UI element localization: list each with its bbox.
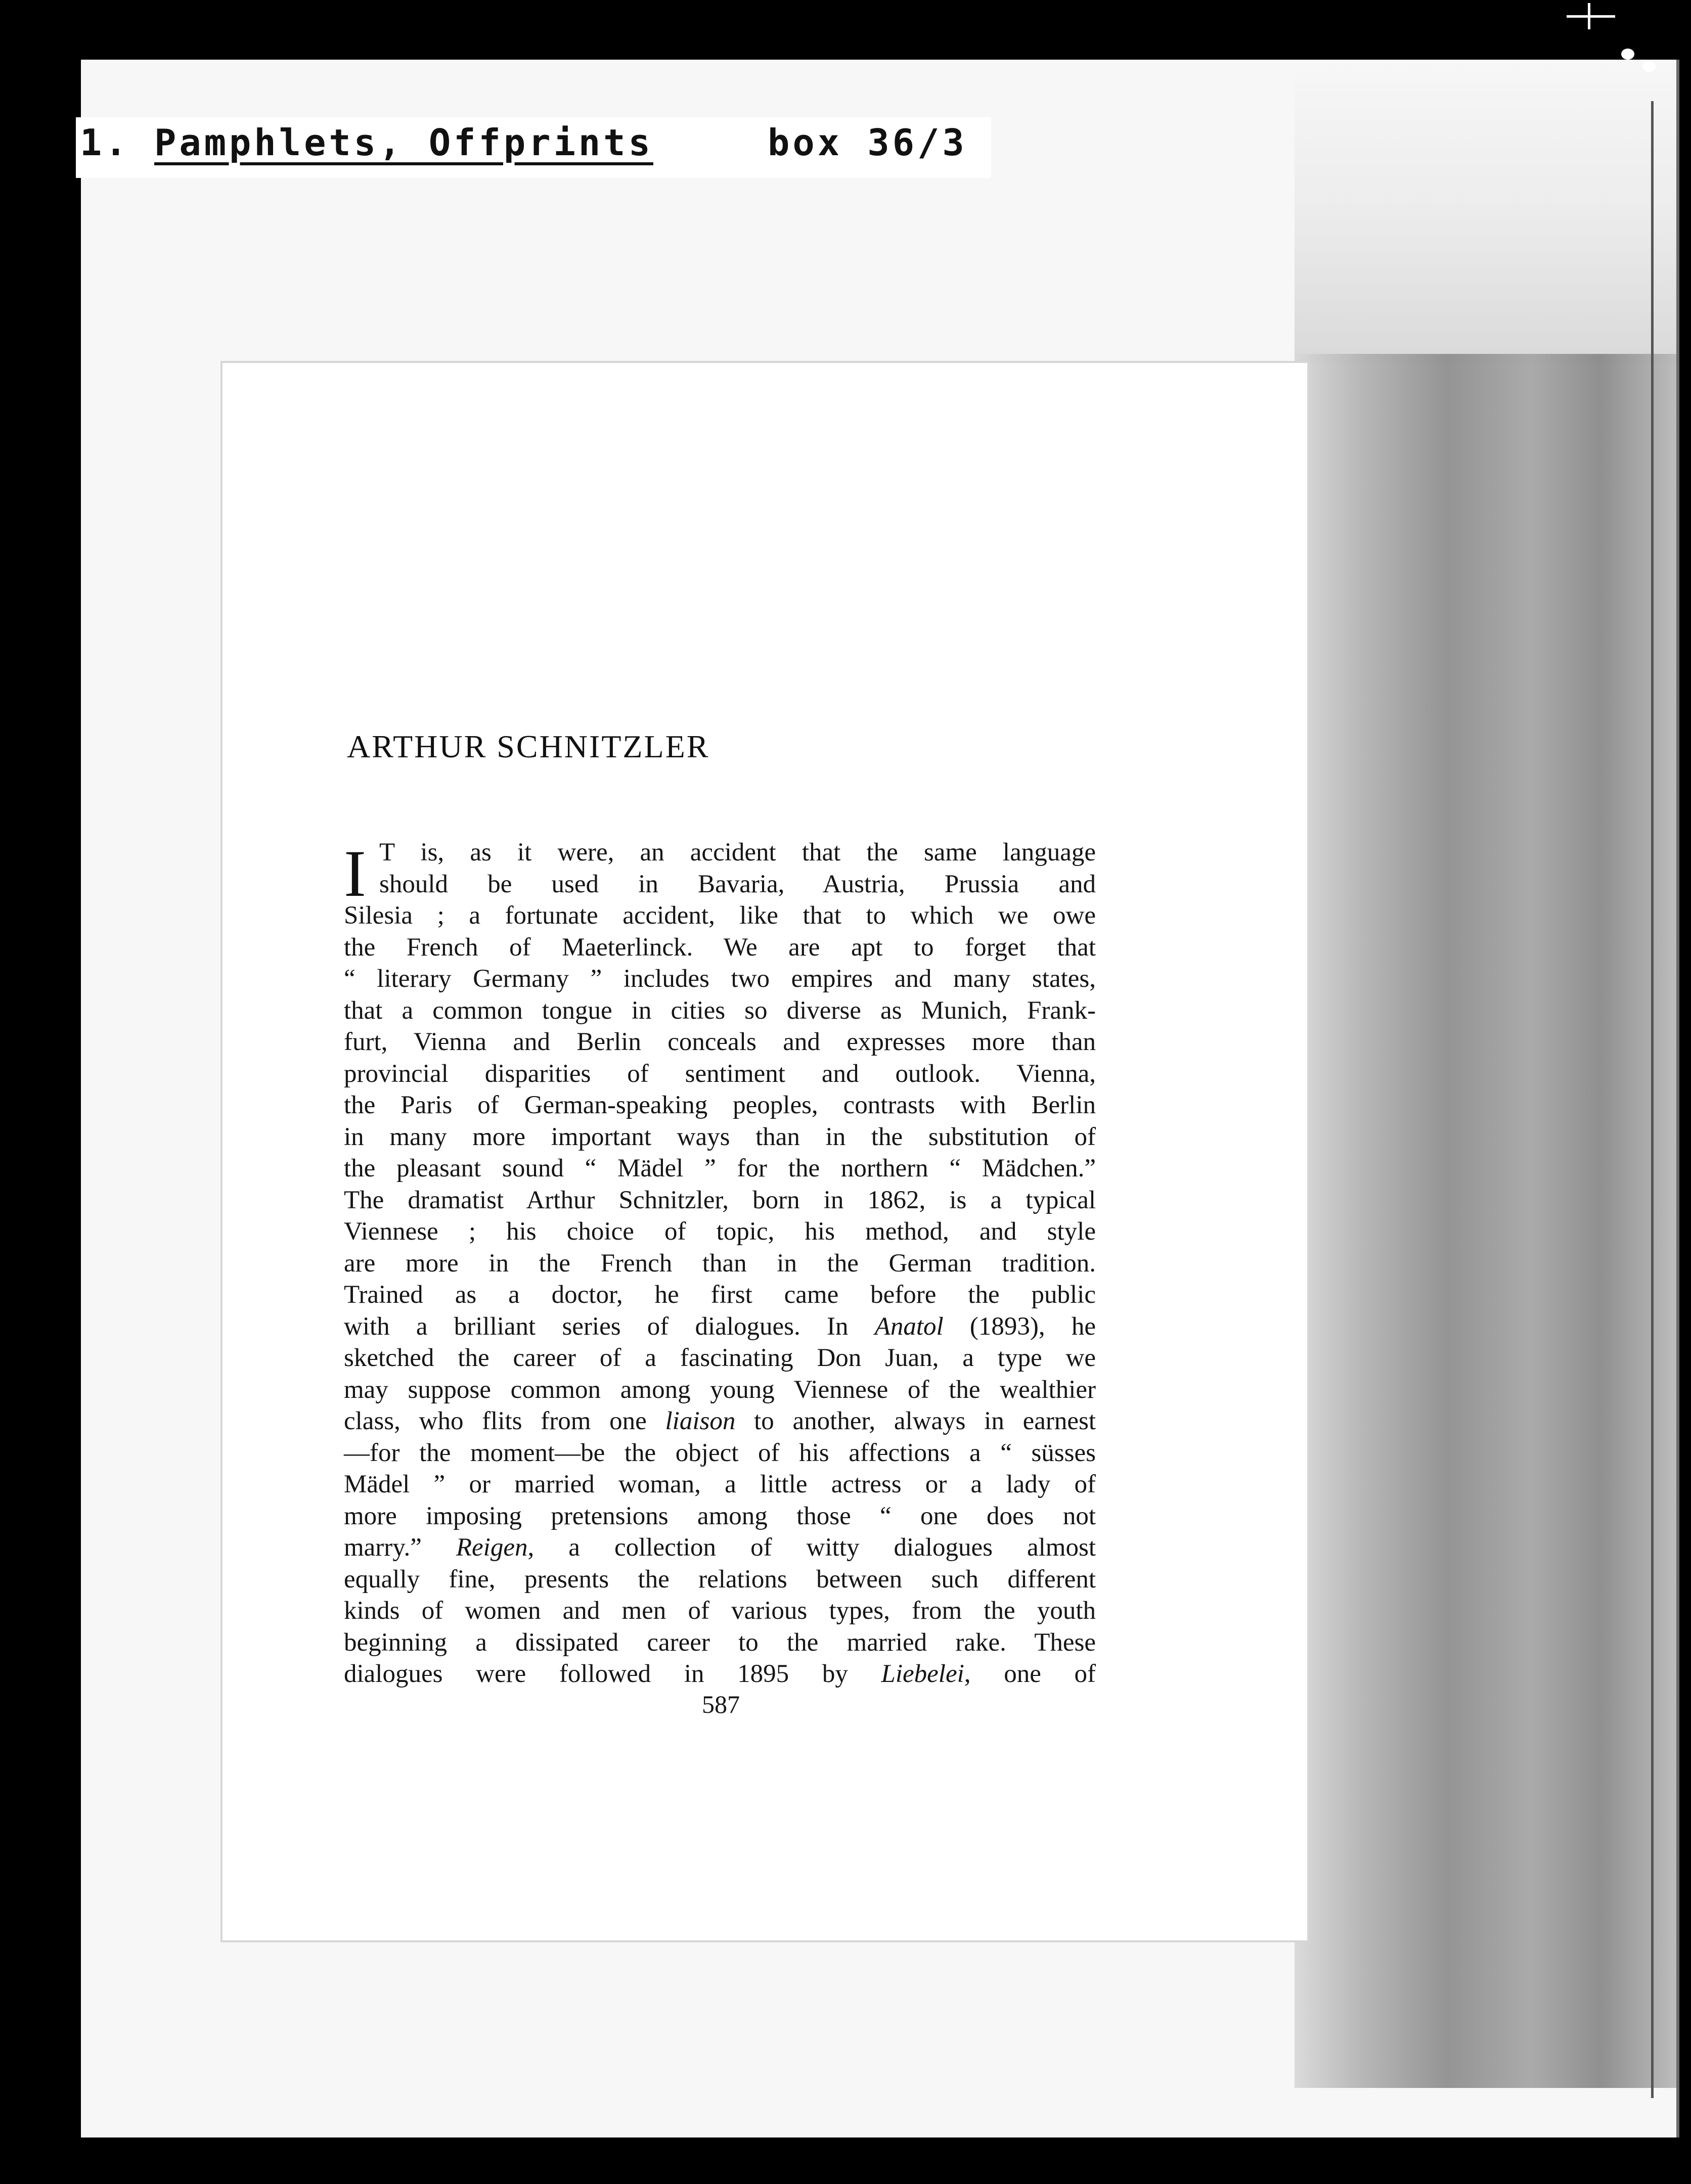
registration-dot	[1621, 49, 1634, 60]
text-line: the pleasant sound “ Mädel ” for the northern “ Mädchen.”	[344, 1154, 1096, 1182]
text-line: —for the moment—be the object of his affections a “ süsses	[344, 1438, 1096, 1467]
text-fragment: with a brilliant series of dialogues. In	[344, 1312, 875, 1341]
text-line: Viennese ; his choice of topic, his method, and style	[344, 1217, 1096, 1246]
text-line: the French of Maeterlinck. We are apt to forget that	[344, 933, 1096, 962]
article-title: ARTHUR SCHNITZLER	[347, 729, 710, 764]
text-fragment: class, who flits from one	[344, 1407, 665, 1435]
italic-title-liebelei: Liebelei	[881, 1660, 964, 1688]
registration-mark-horizontal	[1567, 15, 1615, 18]
text-line: should be used in Bavaria, Austria, Prussia and	[379, 870, 1096, 898]
registration-dot	[1642, 61, 1656, 72]
text-line: Silesia ; a fortunate accident, like that to which we owe	[344, 901, 1096, 930]
text-line: may suppose common among young Viennese of the wealthier	[344, 1375, 1096, 1404]
text-fragment: marry.”	[344, 1533, 456, 1562]
italic-word-liaison: liaison	[665, 1407, 736, 1435]
text-line: that a common tongue in cities so diverse as Munich, Frank-	[344, 996, 1096, 1025]
registration-mark-vertical	[1588, 3, 1590, 29]
text-line: furt, Vienna and Berlin conceals and expresses more than	[344, 1028, 1096, 1056]
italic-title-reigen: Reigen	[456, 1533, 528, 1562]
backing-board-top	[1295, 60, 1676, 363]
archive-label-number: 1.	[80, 121, 130, 164]
text-line: equally fine, presents the relations between such different	[344, 1565, 1096, 1594]
text-line-liebelei	[344, 1658, 1096, 1690]
folder-edge	[1651, 101, 1654, 2098]
backing-board	[1295, 354, 1676, 2088]
text-line: provincial disparities of sentiment and outlook. Vienna,	[344, 1059, 1096, 1088]
text-fragment: to another, always in earnest	[735, 1407, 1096, 1435]
text-line: T is, as it were, an accident that the same language	[379, 838, 1096, 867]
text-line: more imposing pretensions among those “ one does not	[344, 1502, 1096, 1530]
text-line: the Paris of German-speaking peoples, contrasts with Berlin	[344, 1091, 1096, 1119]
text-line: sketched the career of a fascinating Don Juan, a type we	[344, 1344, 1096, 1372]
text-fragment: , one of	[964, 1660, 1096, 1688]
text-fragment: , a collection of witty dialogues almost	[527, 1533, 1096, 1562]
page-number: 587	[702, 1690, 740, 1718]
text-line-reigen	[344, 1532, 1096, 1564]
article-body	[344, 837, 1096, 1690]
text-line-anatol	[344, 1311, 1096, 1343]
text-fragment: dialogues were followed in 1895 by	[344, 1660, 881, 1688]
text-line: “ literary Germany ” includes two empires and many states,	[344, 965, 1096, 993]
text-line: beginning a dissipated career to the married rake. These	[344, 1628, 1096, 1657]
text-fragment: (1893), he	[943, 1312, 1096, 1341]
text-line: Mädel ” or married woman, a little actress or a lady of	[344, 1470, 1096, 1498]
text-line-liaison	[344, 1405, 1096, 1437]
text-line: are more in the French than in the German tradition.	[344, 1249, 1096, 1278]
text-line: kinds of women and men of various types, from the youth	[344, 1597, 1096, 1625]
italic-title-anatol: Anatol	[874, 1312, 944, 1341]
text-line: Trained as a doctor, he first came before the public	[344, 1281, 1096, 1309]
text-line: in many more important ways than in the substitution of	[344, 1122, 1096, 1151]
archive-label-title: Pamphlets, Offprints	[154, 121, 653, 164]
text-line: The dramatist Arthur Schnitzler, born in 1862, is a typical	[344, 1186, 1096, 1214]
archive-label-box: box 36/3	[768, 121, 967, 164]
drop-cap: I	[344, 836, 366, 911]
